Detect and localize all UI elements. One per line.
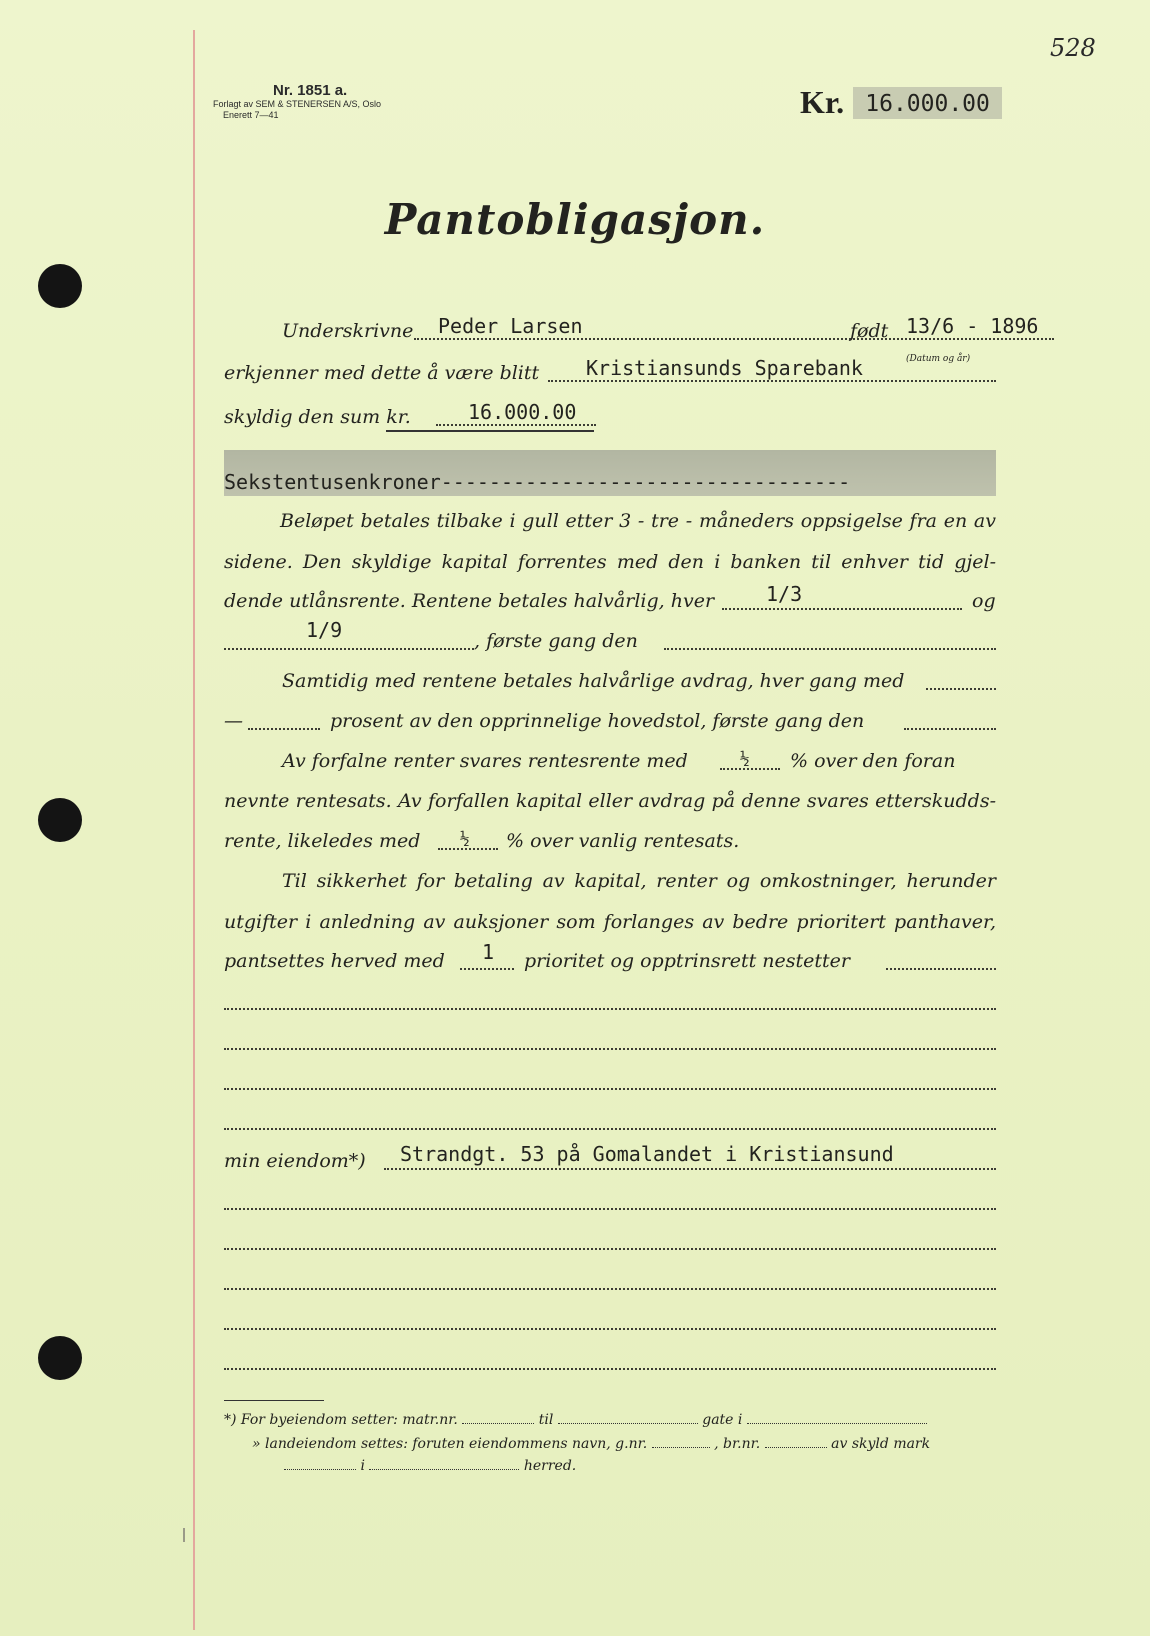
- date-note: (Datum og år): [906, 354, 971, 364]
- body-text: og: [972, 590, 996, 612]
- dotted-line: [926, 688, 996, 690]
- dotted-line: [720, 768, 780, 770]
- dotted-line: [904, 728, 996, 730]
- interest-date-1: 1/3: [766, 582, 803, 606]
- document-title: Pantobligasjon.: [384, 195, 766, 244]
- dotted-line: [460, 968, 514, 970]
- interest-dates-line: [224, 582, 996, 616]
- footnote-line-2: [252, 1436, 930, 1452]
- footnote-line-3: [284, 1458, 576, 1474]
- dotted-line: [414, 338, 1054, 340]
- pencil-mark: [183, 1528, 185, 1542]
- sum-line: [224, 398, 996, 432]
- penalty-interest-line: [224, 742, 996, 776]
- body-line: sidene. Den skyldige kapital forrentes med den i banken til enhver tid gjel-: [224, 551, 996, 573]
- body-text: dende utlånsrente. Rentene betales halvårlig, hver: [224, 590, 715, 612]
- blank-line: [224, 1182, 996, 1216]
- page-number: 528: [1050, 34, 1096, 62]
- footnote-text: *) For byeiendom setter: matr.nr.: [224, 1412, 458, 1428]
- dotted-line: [436, 424, 596, 426]
- born-date: 13/6 - 1896: [906, 314, 1039, 338]
- first-payment-line: [224, 618, 996, 656]
- footnote-text: » landeiendom settes: foruten eiendommens navn, g.nr.: [252, 1436, 648, 1452]
- sum-underline: [386, 430, 594, 432]
- form-publisher: Forlagt av SEM & STENERSEN A/S, Oslo: [213, 99, 382, 109]
- dotted-line: [722, 608, 962, 610]
- dotted-line: [438, 848, 498, 850]
- overdue-line: [224, 822, 996, 856]
- body-line: utgifter i anledning av auksjoner som forlanges av bedre prioritert panthaver,: [224, 911, 996, 933]
- blank-line: [224, 1222, 996, 1256]
- born-label: født: [850, 320, 889, 342]
- footnote-rule: [224, 1400, 324, 1401]
- installment-percent-line: [224, 702, 996, 736]
- punch-hole-icon: [38, 798, 82, 842]
- body-text: rente, likeledes med: [224, 830, 421, 852]
- body-line: Beløpet betales tilbake i gull etter 3 - tre - måneders oppsigelse fra en av: [280, 510, 996, 532]
- blank-line: [224, 1062, 996, 1096]
- blank-line: [224, 1022, 996, 1056]
- form-enerett: Enerett 7—41: [223, 110, 279, 120]
- amount-label: Kr.: [800, 84, 845, 120]
- footnote-text: i: [360, 1458, 365, 1474]
- body-text: , første gang den: [474, 630, 638, 652]
- creditor-label: erkjenner med dette å være blitt: [224, 362, 540, 384]
- priority-line: [224, 942, 996, 976]
- body-line: nevnte rentesats. Av forfallen kapital eller avdrag på denne svares etterskudds-: [224, 790, 996, 812]
- dotted-line: [248, 728, 320, 730]
- dotted-line: [384, 1168, 996, 1170]
- property-label: min eiendom*): [224, 1150, 366, 1172]
- property-line: [224, 1142, 996, 1176]
- body-text: prosent av den opprinnelige hovedstol, første gang den: [330, 710, 865, 732]
- body-text: pantsettes herved med: [224, 950, 445, 972]
- blank-line: [224, 1302, 996, 1336]
- punch-hole-icon: [38, 1336, 82, 1380]
- body-text: % over vanlig rentesats.: [506, 830, 740, 852]
- form-info: [213, 82, 381, 121]
- body-text: Av forfalne renter svares rentesrente med: [282, 750, 688, 772]
- sum-words: Sekstentusenkroner----------------------------------: [224, 470, 851, 494]
- penalty-rate-2: ½: [460, 829, 470, 848]
- installment-line: [224, 662, 996, 696]
- dotted-line: [664, 648, 996, 650]
- amount-value: 16.000.00: [853, 87, 1002, 119]
- body-text: Samtidig med rentene betales halvårlige avdrag, hver gang med: [282, 670, 905, 692]
- blank-line: [224, 1262, 996, 1296]
- footnote-text: , br.nr.: [714, 1436, 761, 1452]
- red-margin-line: [193, 30, 195, 1630]
- debtor-label: Underskrivne: [282, 320, 414, 342]
- punch-hole-icon: [38, 264, 82, 308]
- dotted-line: [548, 380, 996, 382]
- sum-value: 16.000.00: [468, 400, 577, 424]
- installment-dash: —: [224, 710, 243, 732]
- footnote-text: av skyld mark: [831, 1436, 931, 1452]
- blank-line: [224, 982, 996, 1016]
- blank-line: [224, 1342, 996, 1376]
- dotted-line: [886, 968, 996, 970]
- creditor-line: [224, 354, 996, 388]
- footnote-text: gate i: [702, 1412, 743, 1428]
- blank-line: [224, 1102, 996, 1136]
- sum-label: skyldig den sum kr.: [224, 406, 411, 428]
- interest-date-2: 1/9: [306, 618, 343, 642]
- penalty-rate-1: ½: [740, 749, 750, 768]
- form-number: Nr. 1851 a.: [273, 82, 348, 99]
- debtor-name: Peder Larsen: [438, 314, 583, 338]
- priority-value: 1: [482, 940, 495, 964]
- amount-box: [800, 84, 1002, 121]
- footnote-line-1: [224, 1412, 927, 1428]
- property-value: Strandgt. 53 på Gomalandet i Kristiansund: [400, 1142, 894, 1166]
- creditor-name: Kristiansunds Sparebank: [586, 356, 863, 380]
- body-text: prioritet og opptrinsrett nestetter: [524, 950, 851, 972]
- body-text: % over den foran: [790, 750, 956, 772]
- footnote-text: herred.: [523, 1458, 577, 1474]
- body-line: Til sikkerhet for betaling av kapital, renter og omkostninger, herunder: [282, 870, 996, 892]
- debtor-line: [224, 312, 1039, 346]
- dotted-line: [224, 648, 474, 650]
- footnote-text: til: [538, 1412, 554, 1428]
